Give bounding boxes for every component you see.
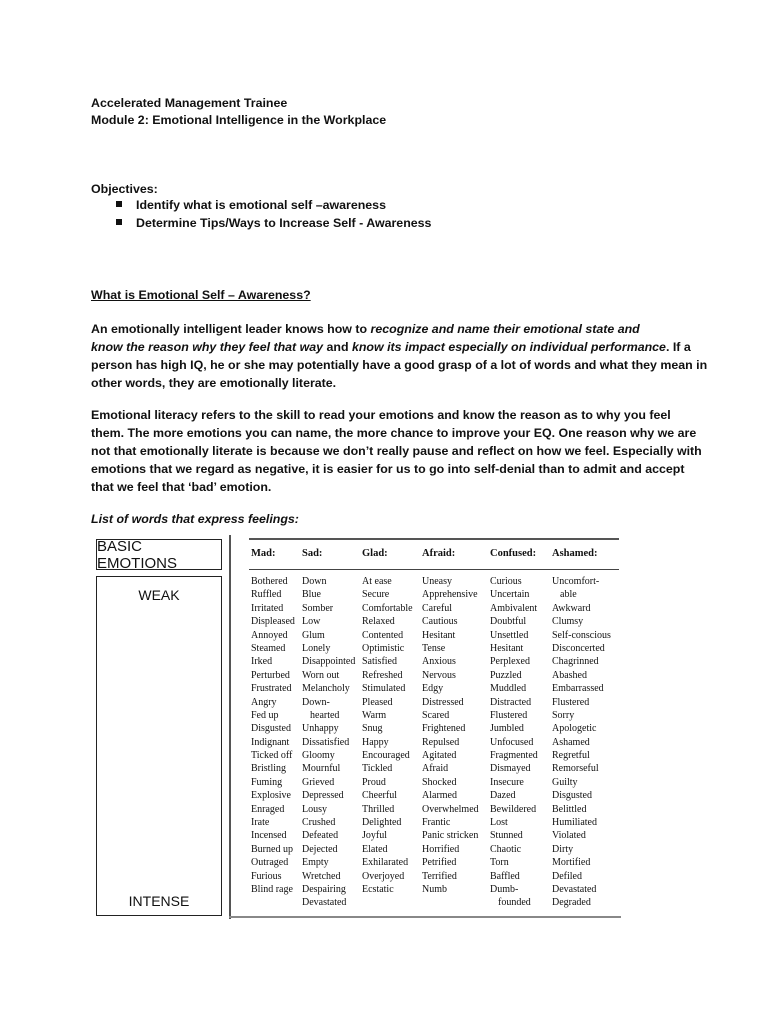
emotion-word: Doubtful xyxy=(490,616,527,628)
emotion-word: Comfortable xyxy=(362,602,413,614)
emotion-word: Frustrated xyxy=(251,683,292,695)
emotion-word: Frantic xyxy=(422,817,451,829)
emotion-word: Gloomy xyxy=(302,750,335,762)
emotion-word: Proud xyxy=(362,776,386,788)
emotion-word: Uncertain xyxy=(490,589,530,601)
emotion-word: Unsettled xyxy=(490,629,529,641)
emotion-word: Dismayed xyxy=(490,763,531,775)
paragraph-1: An emotionally intelligent leader knows how to recognize and name their emotional state and know the reason why they feel that way and know its impact especially on individual performance. If a person has high IQ, he or she may potentially have a good grasp of a lot of words and what they mean in other words, they are emotionally literate. xyxy=(91,322,708,390)
emotion-word: Exhilarated xyxy=(362,857,409,869)
emotion-word: Cautious xyxy=(422,616,458,628)
emotion-word: Repulsed xyxy=(422,736,460,748)
emotion-word: Irritated xyxy=(251,602,284,614)
emotion-word: Annoyed xyxy=(251,629,288,641)
emotion-column xyxy=(490,575,538,910)
column-header: Afraid: xyxy=(422,548,456,559)
emotion-word: Regretful xyxy=(552,750,590,762)
column-header: Ashamed: xyxy=(552,548,598,559)
emotion-word: Afraid xyxy=(422,763,449,775)
emotion-column xyxy=(552,575,611,910)
emotion-word: Outraged xyxy=(251,857,289,869)
emotion-word: Explosive xyxy=(251,790,291,802)
emotion-word: Chagrinned xyxy=(552,656,599,668)
emotion-word: Blind rage xyxy=(251,883,293,895)
emotion-word: Irate xyxy=(251,817,270,829)
objective-text: Identify what is emotional self –awareness xyxy=(136,198,386,212)
emotion-word: Despairing xyxy=(302,883,346,895)
emotion-word: Distressed xyxy=(422,696,464,708)
emotion-word: Bothered xyxy=(251,576,288,587)
emotion-word: Defiled xyxy=(552,870,582,882)
emotion-word: Uneasy xyxy=(422,576,452,587)
weak-label: WEAK xyxy=(138,587,180,603)
emotion-word: Wretched xyxy=(302,870,341,882)
emotion-word: Tense xyxy=(422,642,446,654)
emotion-word: Optimistic xyxy=(362,642,405,654)
emotion-word: Distracted xyxy=(490,696,532,708)
emotion-word: Unfocused xyxy=(490,736,534,748)
emotion-word: Delighted xyxy=(362,817,402,829)
emotion-column xyxy=(362,575,413,896)
emotion-column xyxy=(302,575,355,910)
emotion-word: Hesitant xyxy=(422,629,456,641)
emotion-word: Fuming xyxy=(251,776,283,788)
bullet-icon xyxy=(116,219,122,225)
emotion-word: Dejected xyxy=(302,843,338,855)
emotion-word: Shocked xyxy=(422,776,457,788)
emotion-word: Awkward xyxy=(552,602,591,614)
intensity-scale xyxy=(96,576,222,916)
emotion-word: Dirty xyxy=(552,843,574,855)
list-heading: List of words that express feelings: xyxy=(91,512,299,526)
emotion-word: At ease xyxy=(362,576,392,587)
emotion-word: Flustered xyxy=(490,709,528,721)
column-header: Confused: xyxy=(490,548,537,559)
emotion-word: Ambivalent xyxy=(490,602,538,614)
emotion-word: Careful xyxy=(422,602,452,614)
intense-label: INTENSE xyxy=(128,893,190,909)
emotion-word: Worn out xyxy=(302,669,340,681)
paragraph-2: Emotional literacy refers to the skill to read your emotions and know the reason as to why you feel them. The more emotions you can name, the more chance to improve your EQ. One reason why we are not that emotionally literate is because we don’t really pause and reflect on how we feel. Especially with emotions that we regard as negative, it is easier for us to go into self-denial than to admit and accept that we feel that ‘bad’ emotion. xyxy=(91,408,702,494)
emotion-word: Abashed xyxy=(552,669,587,681)
emotion-word: Contented xyxy=(362,629,404,641)
emotion-word: Flustered xyxy=(552,696,590,708)
emotion-word: Down xyxy=(302,576,327,587)
emotion-word: Warm xyxy=(362,709,387,721)
emotion-word: Uncomfort- xyxy=(552,576,600,587)
emotion-word: Low xyxy=(302,616,321,628)
emotion-word: Relaxed xyxy=(362,616,395,628)
emotion-word: Bristling xyxy=(251,763,287,775)
emotion-word: Perturbed xyxy=(251,669,290,681)
emotion-word: Lonely xyxy=(302,642,331,654)
emotion-word: Devastated xyxy=(552,883,597,895)
objective-text: Determine Tips/Ways to Increase Self - Awareness xyxy=(136,216,432,230)
emotion-word: Agitated xyxy=(422,750,457,762)
objectives-heading: Objectives: xyxy=(91,182,158,196)
emotion-column xyxy=(251,575,295,896)
emotion-word: Mournful xyxy=(302,763,341,775)
emotion-word: Incensed xyxy=(251,830,287,842)
emotion-word: Guilty xyxy=(552,776,578,788)
emotion-word: Degraded xyxy=(552,897,591,909)
emotion-word: Apprehensive xyxy=(422,589,478,601)
emotion-word: Disgusted xyxy=(552,790,592,802)
emotion-word: Edgy xyxy=(422,683,444,695)
emotion-word: Perplexed xyxy=(490,656,530,668)
emotion-word: Stimulated xyxy=(362,683,406,695)
emotion-word: Down- xyxy=(302,696,330,708)
emotion-word: Somber xyxy=(302,602,334,614)
emotion-word: founded xyxy=(498,897,531,909)
emotion-word: Baffled xyxy=(490,870,520,882)
emotion-word: Alarmed xyxy=(422,790,457,802)
emotion-word: Melancholy xyxy=(302,683,350,695)
emotion-word: Curious xyxy=(490,576,522,587)
emotion-word: able xyxy=(560,589,577,601)
emotion-word: Disgusted xyxy=(251,723,291,735)
emotion-word: Defeated xyxy=(302,830,339,842)
table-top-rule xyxy=(249,538,619,540)
emotion-word: Bewildered xyxy=(490,803,537,815)
table-bottom-rule xyxy=(229,916,621,918)
emotion-word: Overwhelmed xyxy=(422,803,479,815)
emotion-word: Remorseful xyxy=(552,763,599,775)
emotion-word: Elated xyxy=(362,843,388,855)
emotion-word: Blue xyxy=(302,589,321,601)
column-header: Sad: xyxy=(302,548,323,559)
emotion-word: Dumb- xyxy=(490,883,519,895)
emotion-word: Dissatisfied xyxy=(302,736,350,748)
emotion-word: Jumbled xyxy=(490,723,524,735)
emotion-word: Nervous xyxy=(422,669,456,681)
emotion-word: Embarrassed xyxy=(552,683,604,695)
emotion-word: Torn xyxy=(490,857,509,869)
emotion-word: Enraged xyxy=(251,803,285,815)
emotion-words-table xyxy=(229,535,621,919)
emotion-word: Stunned xyxy=(490,830,523,842)
emotion-word: Refreshed xyxy=(362,669,403,681)
emotion-word: Indignant xyxy=(251,736,290,748)
column-header: Glad: xyxy=(362,548,388,559)
emotion-word: Puzzled xyxy=(490,669,522,681)
emotion-word: Glum xyxy=(302,629,325,641)
emotion-column xyxy=(422,575,479,896)
emotion-word: Petrified xyxy=(422,857,457,869)
emotion-word: Furious xyxy=(251,870,282,882)
table-header-rule xyxy=(249,569,619,570)
emotion-word: Grieved xyxy=(302,776,335,788)
emotion-word: Cheerful xyxy=(362,790,397,802)
emotion-word: Numb xyxy=(422,883,447,895)
emotion-word: Self-conscious xyxy=(552,629,611,641)
emotion-word: Insecure xyxy=(490,776,524,788)
emotion-word: Humiliated xyxy=(552,817,597,829)
emotion-word: Snug xyxy=(362,723,383,735)
emotion-word: Displeased xyxy=(251,616,295,628)
objective-item xyxy=(116,214,431,232)
emotion-word: Apologetic xyxy=(552,723,597,735)
emotion-word: Lost xyxy=(490,817,508,829)
objective-item xyxy=(116,196,431,214)
emotion-word: Disappointed xyxy=(302,656,356,668)
emotion-word: Steamed xyxy=(251,642,286,654)
emotion-word: Encouraged xyxy=(362,750,410,762)
emotion-word: Empty xyxy=(302,857,329,869)
emotion-word: Joyful xyxy=(362,830,387,842)
emotion-word: Frightened xyxy=(422,723,466,735)
emotion-word: Burned up xyxy=(251,843,293,855)
emotion-word: Horrified xyxy=(422,843,460,855)
emotion-word: Ecstatic xyxy=(362,883,394,895)
emotion-word: Ashamed xyxy=(552,736,590,748)
emotion-word: Fed up xyxy=(251,709,279,721)
emotion-word: Anxious xyxy=(422,656,456,668)
emotion-word: Ticked off xyxy=(251,750,293,762)
emotion-word: Devastated xyxy=(302,897,347,909)
doc-title: Accelerated Management Trainee xyxy=(91,96,288,110)
emotion-word: Overjoyed xyxy=(362,870,405,882)
emotion-word: Hesitant xyxy=(490,642,524,654)
section-heading: What is Emotional Self – Awareness? xyxy=(91,288,311,302)
column-header: Mad: xyxy=(251,548,276,559)
emotion-word: Clumsy xyxy=(552,616,584,628)
emotion-word: Ruffled xyxy=(251,589,282,601)
emotion-word: hearted xyxy=(310,709,340,721)
emotion-word: Violated xyxy=(552,830,586,842)
emotion-word: Angry xyxy=(251,696,277,708)
emotion-word: Chaotic xyxy=(490,843,522,855)
emotion-word: Mortified xyxy=(552,857,591,869)
module-title: Module 2: Emotional Intelligence in the Workplace xyxy=(91,113,387,127)
emotion-word: Belittled xyxy=(552,803,587,815)
emotion-word: Secure xyxy=(362,589,390,601)
emotion-word: Tickled xyxy=(362,763,393,775)
emotion-word: Crushed xyxy=(302,817,336,829)
emotion-word: Muddled xyxy=(490,683,527,695)
emotion-word: Terrified xyxy=(422,870,457,882)
emotion-word: Happy xyxy=(362,736,389,748)
table-left-rule xyxy=(229,535,231,919)
emotion-word: Satisfied xyxy=(362,656,397,668)
emotion-word: Lousy xyxy=(302,803,327,815)
emotion-word: Scared xyxy=(422,709,450,721)
emotion-word: Fragmented xyxy=(490,750,538,762)
bullet-icon xyxy=(116,201,122,207)
emotion-word: Unhappy xyxy=(302,723,339,735)
emotion-word: Thrilled xyxy=(362,803,395,815)
emotion-word: Irked xyxy=(251,656,273,668)
emotion-word: Dazed xyxy=(490,790,516,802)
objectives-list xyxy=(116,196,431,232)
emotion-word: Panic stricken xyxy=(422,830,479,842)
emotion-word: Pleased xyxy=(362,696,393,708)
emotion-word: Disconcerted xyxy=(552,642,605,654)
emotion-word: Sorry xyxy=(552,709,575,721)
emotion-word: Depressed xyxy=(302,790,344,802)
basic-emotions-label: BASIC EMOTIONS xyxy=(96,539,222,570)
